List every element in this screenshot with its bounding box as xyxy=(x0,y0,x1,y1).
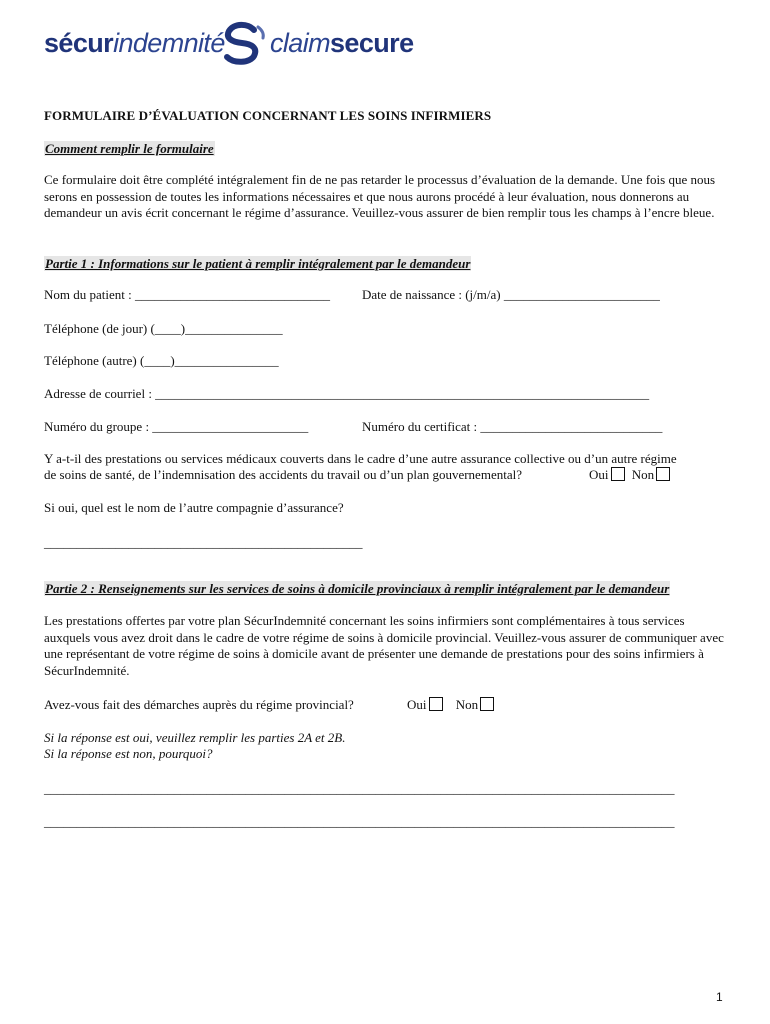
part1-heading: Partie 1 : Informations sur le patient à remplir intégralement par le demandeur xyxy=(45,256,471,271)
provincial-no-checkbox[interactable] xyxy=(480,697,494,711)
no-label: Non xyxy=(631,467,655,482)
patient-name-field[interactable]: Nom du patient : ______________________________ xyxy=(44,287,330,302)
other-coverage-no-checkbox[interactable] xyxy=(656,467,670,481)
logo-securi-bold: sécur xyxy=(44,28,114,58)
part1-heading-wrap xyxy=(44,255,471,273)
provincial-options xyxy=(407,696,494,713)
phone-other-field[interactable]: Téléphone (autre) (____)________________ xyxy=(44,353,279,368)
logo-secure-bold: secure xyxy=(330,28,414,58)
yes-label: Oui xyxy=(589,467,609,482)
logo-claimsecure xyxy=(270,30,413,57)
provincial-question: Avez-vous fait des démarches auprès du régime provincial? xyxy=(44,697,354,712)
part2-heading: Partie 2 : Renseignements sur les services de soins à domicile provinciaux à remplir intégralement par le demandeur xyxy=(45,581,670,596)
intro-heading-wrap xyxy=(44,140,215,158)
reason-answer-line-2[interactable]: _________________________________________________________________________________________________ xyxy=(44,814,675,829)
form-title: FORMULAIRE D’ÉVALUATION CONCERNANT LES SOINS INFIRMIERS xyxy=(44,108,492,123)
provincial-yes-checkbox[interactable] xyxy=(429,697,443,711)
part2-text: Les prestations offertes par votre plan SécurIndemnité concernant les soins infirmiers sont complémentaires à tous services auxquels vous avez droit dans le cadre de votre régime de soins à domicile provincial. Veuillez-vous assurer de communiquer avec une représentant de votre régime de soins à domicile avant de présenter une demande de prestations pour des soins infirmiers à SécurIndemnité. xyxy=(44,613,724,678)
intro-text: Ce formulaire doit être complété intégralement fin de ne pas retarder le processus d’évaluation de la demande. Une fois que nous serons en possession de toutes les informations nécessaires et que nous aurons procédé à leur évaluation, nous donnerons au demandeur un avis écrit concernant le régime d’assurance. Veuillez-vous assurer de bien remplir tous les champs à l’encre bleue. xyxy=(44,172,716,220)
other-coverage-yes-checkbox[interactable] xyxy=(611,467,625,481)
certificate-number-field[interactable]: Numéro du certificat : ____________________________ xyxy=(362,419,663,434)
phone-day-field[interactable]: Téléphone (de jour) (____)_______________ xyxy=(44,321,283,336)
logo-securindemnite xyxy=(44,30,225,57)
other-coverage-options xyxy=(589,466,670,483)
other-coverage-question-line1: Y a-t-il des prestations ou services médicaux couverts dans le cadre d’une autre assurance collective ou d’un autre régime xyxy=(44,451,677,466)
yes-label: Oui xyxy=(407,697,427,712)
other-coverage-question-line2: de soins de santé, de l’indemnisation des accidents du travail ou d’un plan gouvernemental? xyxy=(44,467,522,482)
logo-claim-italic: claim xyxy=(270,28,331,58)
email-field[interactable]: Adresse de courriel : ____________________________________________________________________________ xyxy=(44,386,650,401)
logo-securi-italic: indemnité xyxy=(113,28,225,58)
intro-heading: Comment remplir le formulaire xyxy=(45,141,214,156)
no-label: Non xyxy=(455,697,479,712)
group-number-field[interactable]: Numéro du groupe : ________________________ xyxy=(44,419,309,434)
page-number: 1 xyxy=(716,990,723,1004)
reason-answer-line-1[interactable]: _________________________________________________________________________________________________ xyxy=(44,781,675,796)
if-yes-instruction: Si la réponse est oui, veuillez remplir les parties 2A et 2B. xyxy=(44,730,346,745)
other-company-answer-line[interactable]: _________________________________________________ xyxy=(44,535,363,550)
birth-date-field[interactable]: Date de naissance : (j/m/a) ________________________ xyxy=(362,287,660,302)
if-no-question: Si la réponse est non, pourquoi? xyxy=(44,746,213,761)
swirl-logo-icon xyxy=(218,20,268,71)
other-company-question: Si oui, quel est le nom de l’autre compagnie d’assurance? xyxy=(44,500,344,515)
part2-heading-wrap xyxy=(44,580,670,598)
